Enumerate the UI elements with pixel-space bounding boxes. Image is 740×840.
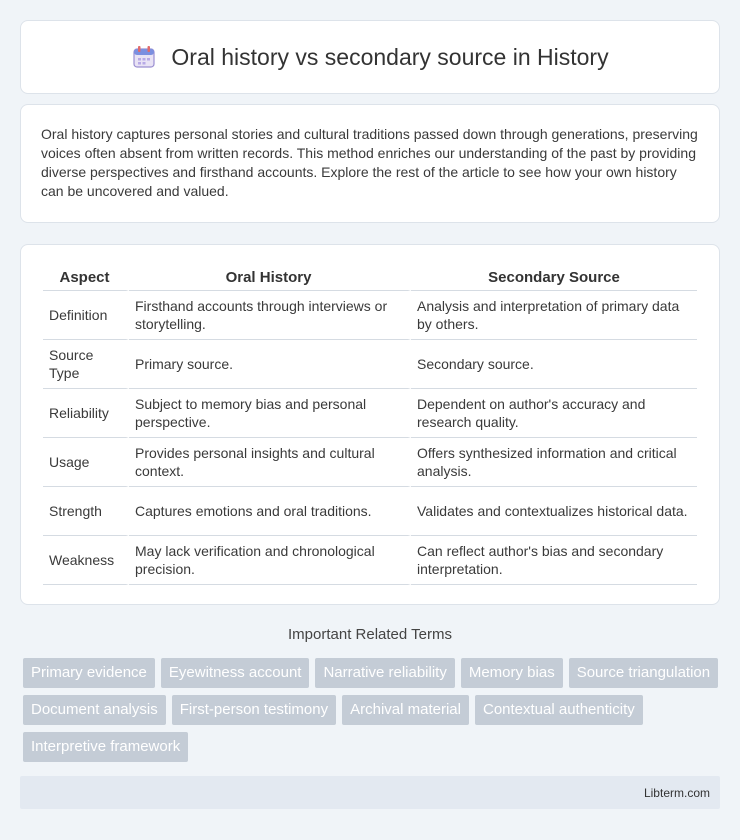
secondary-source-cell: Offers synthesized information and critical analysis.	[411, 438, 697, 487]
calendar-icon	[131, 44, 157, 70]
aspect-cell: Reliability	[43, 389, 129, 438]
table-row	[43, 438, 697, 487]
secondary-source-cell: Secondary source.	[411, 340, 697, 389]
secondary-source-cell: Validates and contextualizes historical data.	[411, 487, 697, 536]
related-terms-title: Important Related Terms	[288, 626, 452, 643]
secondary-source-cell: Dependent on author's accuracy and research quality.	[411, 389, 697, 438]
header-oral-history: Oral History	[129, 267, 411, 291]
title-wrap	[131, 44, 608, 71]
tag-link[interactable]: Document analysis	[23, 695, 166, 725]
related-terms-tags	[23, 658, 723, 762]
header-aspect: Aspect	[43, 267, 129, 291]
aspect-cell: Source Type	[43, 340, 129, 389]
aspect-cell: Strength	[43, 487, 129, 536]
tag-link[interactable]: Source triangulation	[569, 658, 718, 688]
table-row	[43, 291, 697, 340]
tag-link[interactable]: Archival material	[342, 695, 469, 725]
comparison-table	[43, 267, 697, 585]
oral-history-cell: Provides personal insights and cultural context.	[129, 438, 411, 487]
tag-link[interactable]: Contextual authenticity	[475, 695, 643, 725]
intro-text: Oral history captures personal stories and cultural traditions passed down through generations, preserving voices often absent from written records. This method enriches our understanding of the past by providing diverse perspectives and firsthand accounts. Explore the rest of the article to see how your own history can be uncovered and valued.	[41, 126, 698, 199]
comparison-table-card	[20, 244, 720, 605]
secondary-source-cell: Can reflect author's bias and secondary interpretation.	[411, 536, 697, 585]
table-header-row	[43, 267, 697, 291]
tag-link[interactable]: Narrative reliability	[315, 658, 454, 688]
table-row	[43, 487, 697, 536]
footer-brand-link[interactable]: Libterm.com	[643, 785, 710, 800]
table-row	[43, 340, 697, 389]
oral-history-cell: Primary source.	[129, 340, 411, 389]
aspect-cell: Usage	[43, 438, 129, 487]
secondary-source-cell: Analysis and interpretation of primary data by others.	[411, 291, 697, 340]
tag-link[interactable]: Eyewitness account	[161, 658, 310, 688]
table-row	[43, 389, 697, 438]
footer	[20, 776, 720, 809]
oral-history-cell: Captures emotions and oral traditions.	[129, 487, 411, 536]
header-card	[20, 20, 720, 94]
table-row	[43, 536, 697, 585]
intro-card	[20, 104, 720, 223]
tag-link[interactable]: Memory bias	[461, 658, 563, 688]
oral-history-cell: Firsthand accounts through interviews or storytelling.	[129, 291, 411, 340]
aspect-cell: Definition	[43, 291, 129, 340]
page-title: Oral history vs secondary source in History	[171, 43, 609, 70]
tag-link[interactable]: First-person testimony	[172, 695, 336, 725]
oral-history-cell: Subject to memory bias and personal perspective.	[129, 389, 411, 438]
tag-link[interactable]: Primary evidence	[23, 658, 155, 688]
oral-history-cell: May lack verification and chronological precision.	[129, 536, 411, 585]
tag-link[interactable]: Interpretive framework	[23, 732, 188, 762]
header-secondary-source: Secondary Source	[411, 267, 697, 291]
aspect-cell: Weakness	[43, 536, 129, 585]
